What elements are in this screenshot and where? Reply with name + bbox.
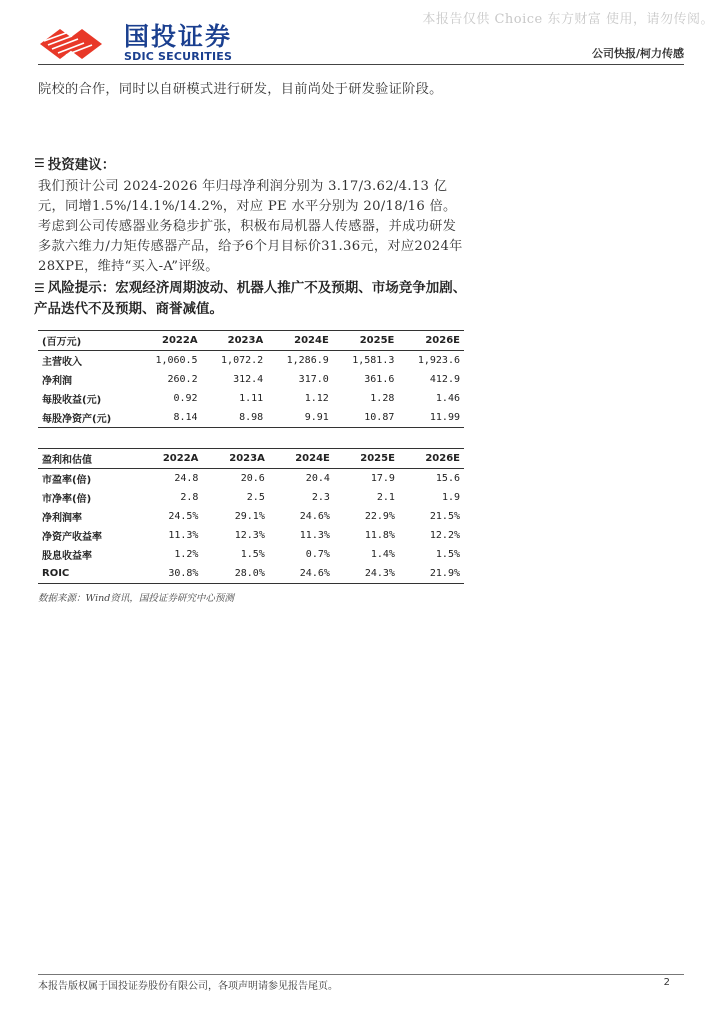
column-header: 2025E xyxy=(359,335,395,346)
table-cell: 260.2 xyxy=(167,374,198,385)
table-header-row xyxy=(38,331,464,351)
table-cell: 21.9% xyxy=(429,568,460,579)
table-cell: 1.2% xyxy=(174,549,199,560)
table-cell: 361.6 xyxy=(364,374,395,385)
table-cell: 1,581.3 xyxy=(352,355,395,366)
table-cell: 2.8 xyxy=(180,492,199,503)
table-cell: 24.3% xyxy=(364,568,395,579)
table-cell: 312.4 xyxy=(233,374,264,385)
table-header-row xyxy=(38,449,464,469)
data-source-note: 数据来源：Wind资讯，国投证券研究中心预测 xyxy=(38,593,234,604)
table-cell: 21.5% xyxy=(429,511,460,522)
table-cell: 22.9% xyxy=(364,511,395,522)
row-label: 市盈率(倍) xyxy=(42,475,92,486)
list-icon: ☰ xyxy=(34,281,45,295)
table-cell: 1,923.6 xyxy=(417,355,460,366)
table-cell: 1.5% xyxy=(240,549,265,560)
row-label: 净资产收益率 xyxy=(42,532,102,543)
table-cell: 12.2% xyxy=(429,530,460,541)
table-cell: 1,286.9 xyxy=(286,355,329,366)
row-label: 股息收益率 xyxy=(42,551,92,562)
table-cell: 29.1% xyxy=(234,511,265,522)
watermark-text: 本报告仅供 Choice 东方财富 使用，请勿传阅。 xyxy=(422,12,714,27)
table-row xyxy=(38,408,464,428)
table-cell: 30.8% xyxy=(168,568,199,579)
table-cell: 1.11 xyxy=(239,393,264,404)
table-cell: 24.6% xyxy=(299,568,330,579)
column-header: 2023A xyxy=(227,335,264,346)
table-row xyxy=(38,507,464,526)
table-cell: 0.7% xyxy=(305,549,330,560)
table-row xyxy=(38,564,464,584)
table-cell: 9.91 xyxy=(304,412,329,423)
table-cell: 12.3% xyxy=(234,530,265,541)
risk-warning xyxy=(34,278,474,320)
header-divider xyxy=(38,64,684,65)
row-label: 每股净资产(元) xyxy=(42,414,112,425)
table-cell: 2.3 xyxy=(311,492,330,503)
table-row xyxy=(38,488,464,507)
row-label: ROIC xyxy=(42,568,70,579)
table-cell: 2.1 xyxy=(376,492,395,503)
table-cell: 10.87 xyxy=(364,412,395,423)
column-header: 2022A xyxy=(162,335,198,346)
table-cell: 24.5% xyxy=(168,511,199,522)
investment-title xyxy=(34,153,115,173)
column-header: 2026E xyxy=(425,453,460,464)
table-cell: 8.14 xyxy=(173,412,198,423)
row-label: 净利润率 xyxy=(42,513,82,524)
table-cell: 20.4 xyxy=(305,473,330,484)
logo-chinese-name: 国投证券 xyxy=(124,22,233,51)
table-cell: 24.8 xyxy=(174,473,199,484)
table-cell: 11.99 xyxy=(429,412,460,423)
table-cell: 0.92 xyxy=(173,393,198,404)
table-cell: 317.0 xyxy=(298,374,329,385)
logo-diamond-icon xyxy=(38,27,118,61)
intro-paragraph: 院校的合作，同时以自研模式进行研发，目前尚处于研发验证阶段。 xyxy=(38,82,443,97)
column-header: 2026E xyxy=(425,335,460,346)
table-cell: 1.12 xyxy=(304,393,329,404)
valuation-table xyxy=(38,448,464,584)
table-cell: 17.9 xyxy=(370,473,395,484)
table-cell: 11.3% xyxy=(299,530,330,541)
row-label: 净利润 xyxy=(42,376,72,387)
table-cell: 1.28 xyxy=(370,393,395,404)
column-header: 2023A xyxy=(229,453,265,464)
row-label: 每股收益(元) xyxy=(42,395,102,406)
table-cell: 11.3% xyxy=(168,530,199,541)
risk-text: 风险提示：宏观经济周期波动、机器人推广不及预期、市场竞争加剧、产品迭代不及预期、商誉减值。 xyxy=(34,280,467,317)
table-row xyxy=(38,545,464,564)
table-row xyxy=(38,526,464,545)
table-row xyxy=(38,351,464,371)
table-row xyxy=(38,389,464,408)
investment-paragraph: 我们预计公司 2024-2026 年归母净利润分别为 3.17/3.62/4.13 亿元，同增1.5%/14.1%/14.2%，对应 PE 水平分别为 20/18/16 倍。考虑到公司传感器业务稳步扩张，积极布局机器人传感器，并成功研发多款六维力/力矩传感器产品，给予6个月目标价31.36元，对应2024年28XPE，维持“买入-A”评级。 xyxy=(38,179,463,274)
table-row xyxy=(38,370,464,389)
table-cell: 8.98 xyxy=(239,412,264,423)
table-cell: 1,072.2 xyxy=(221,355,264,366)
page-number: 2 xyxy=(663,977,670,988)
table-cell: 2.5 xyxy=(246,492,265,503)
investment-title-text: 投资建议： xyxy=(47,157,116,173)
financial-summary-table xyxy=(38,330,464,428)
column-header: 2024E xyxy=(294,335,329,346)
table-row xyxy=(38,469,464,489)
table-cell: 24.6% xyxy=(299,511,330,522)
table-cell: 412.9 xyxy=(429,374,460,385)
column-header: 2025E xyxy=(360,453,395,464)
list-icon: ☰ xyxy=(34,156,45,170)
column-header: 2024E xyxy=(295,453,330,464)
column-header: (百万元) xyxy=(42,337,82,348)
table-cell: 1.46 xyxy=(435,393,460,404)
table-cell: 1.5% xyxy=(435,549,460,560)
table-cell: 28.0% xyxy=(234,568,265,579)
logo-english-name: SDIC SECURITIES xyxy=(124,50,233,63)
column-header: 盈利和估值 xyxy=(42,455,92,466)
footer-disclaimer: 本报告版权属于国投证券股份有限公司，各项声明请参见报告尾页。 xyxy=(38,981,338,992)
footer-divider xyxy=(38,974,684,975)
table-cell: 15.6 xyxy=(435,473,460,484)
company-logo xyxy=(38,24,232,63)
table-cell: 11.8% xyxy=(364,530,395,541)
table-cell: 1.9 xyxy=(441,492,460,503)
table-cell: 1.4% xyxy=(370,549,395,560)
row-label: 市净率(倍) xyxy=(42,494,92,505)
report-category: 公司快报/柯力传感 xyxy=(591,47,684,60)
table-cell: 1,060.5 xyxy=(155,355,198,366)
row-label: 主营收入 xyxy=(42,357,82,368)
table-cell: 20.6 xyxy=(240,473,265,484)
column-header: 2022A xyxy=(162,453,199,464)
